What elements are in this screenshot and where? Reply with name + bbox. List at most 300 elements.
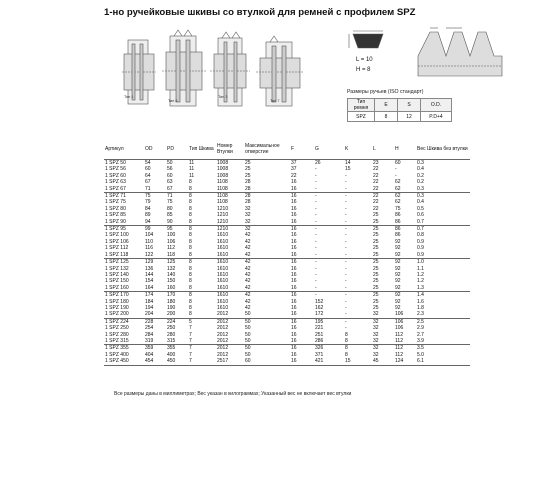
table-cell: - — [314, 186, 344, 193]
table-cell: 16 — [291, 232, 297, 239]
table-cell: 16 — [291, 351, 297, 358]
table-cell: 194 — [145, 304, 154, 311]
table-cell: 400 — [167, 351, 176, 358]
table-cell: 144 — [145, 271, 154, 278]
table-cell: 25 — [245, 160, 251, 166]
table-cell: 7 — [189, 325, 192, 332]
table-cell: 16 — [291, 304, 297, 311]
groove-header-e: E — [375, 99, 398, 112]
table-cell: - — [315, 226, 317, 233]
table-cell: 63 — [167, 179, 173, 186]
table-cell: 92 — [395, 245, 401, 252]
table-cell: 11 — [189, 166, 195, 173]
table-cell: - — [345, 318, 347, 325]
table-cell: 110 — [145, 238, 153, 245]
table-cell: 16 — [291, 245, 297, 252]
table-cell: 1210 — [217, 226, 229, 233]
table-cell: 1610 — [216, 252, 244, 259]
table-cell: 11 — [189, 160, 195, 166]
table-cell: - — [314, 285, 344, 292]
table-cell: 16 — [291, 278, 297, 285]
table-cell: 28 — [245, 193, 251, 200]
column-header: G — [314, 140, 344, 160]
table-cell: 2517 — [216, 358, 244, 365]
table-cell: - — [345, 278, 347, 285]
table-cell: 1.3 — [416, 285, 470, 292]
table-cell: 1 SPZ 118 — [104, 252, 144, 259]
table-cell: 92 — [395, 292, 401, 299]
table-row — [104, 311, 470, 318]
table-cell: - — [315, 278, 317, 285]
table-cell: 42 — [244, 285, 290, 292]
table-cell: 1210 — [217, 212, 229, 219]
table-cell: 67 — [145, 179, 151, 186]
type7-drawing — [256, 36, 304, 106]
table-cell: 92 — [395, 304, 401, 311]
table-cell: 16 — [291, 345, 297, 352]
table-cell: 75 — [167, 199, 173, 206]
table-cell: 106 — [167, 238, 176, 245]
table-cell: 1 SPZ 106 — [105, 238, 129, 245]
table-cell: 14 — [345, 160, 351, 166]
table-cell: 8 — [345, 351, 348, 358]
table-cell: 32 — [373, 331, 379, 338]
table-cell: - — [344, 311, 372, 318]
groove-header-type: Тип ремня — [348, 99, 375, 112]
table-cell: 8 — [189, 298, 192, 305]
groove-cell: 8 — [375, 112, 398, 122]
table-cell: 8 — [189, 271, 192, 278]
table-cell: 8 — [189, 304, 192, 311]
table-cell: - — [345, 265, 347, 272]
groove-caption: Размеры ручьев (ISO стандарт) — [347, 89, 424, 95]
table-cell: 2012 — [217, 318, 229, 325]
table-row — [104, 285, 470, 292]
table-cell: 71 — [144, 186, 166, 193]
column-header: H — [394, 140, 416, 160]
table-cell: 7 — [189, 345, 192, 352]
table-cell: 16 — [291, 199, 297, 206]
table-cell: 16 — [290, 358, 314, 365]
table-cell: 50 — [245, 351, 251, 358]
groove-cell: 12 — [398, 112, 421, 122]
table-cell: 319 — [144, 338, 166, 345]
table-cell: 2012 — [217, 331, 229, 338]
table-cell: 1 SPZ 60 — [105, 172, 126, 179]
table-cell: 50 — [245, 325, 251, 332]
table-cell: 28 — [245, 199, 251, 206]
table-cell: 25 — [373, 278, 379, 285]
table-cell: 86 — [395, 212, 401, 219]
table-cell: 164 — [144, 285, 166, 292]
table-cell: 224 — [167, 318, 176, 325]
column-header: F — [290, 140, 314, 160]
table-cell: 1.1 — [417, 265, 424, 272]
table-cell: 22 — [373, 179, 379, 186]
table-cell: 26 — [315, 160, 321, 166]
table-cell: 16 — [291, 205, 297, 212]
table-cell: - — [315, 199, 317, 206]
table-cell: 8 — [189, 232, 192, 239]
table-cell: 250 — [167, 325, 176, 332]
column-header: Номер Втулки — [216, 140, 244, 160]
table-cell: 16 — [290, 252, 314, 259]
table-cell: 71 — [167, 193, 173, 200]
table-cell: 22 — [373, 193, 379, 200]
table-cell: 162 — [315, 304, 324, 311]
table-cell: 1.0 — [417, 259, 424, 266]
table-cell: 160 — [166, 285, 188, 292]
table-cell: 75 — [145, 193, 151, 200]
table-cell: 92 — [394, 252, 416, 259]
table-cell: 28 — [244, 186, 290, 193]
table-cell: 2012 — [217, 351, 229, 358]
groove-header-od: O.D. — [421, 99, 452, 112]
table-cell: 1610 — [217, 259, 229, 266]
table-cell: - — [345, 325, 347, 332]
profile-l-label: L = 10 — [356, 57, 373, 63]
table-cell: - — [345, 271, 347, 278]
table-row — [104, 358, 470, 365]
table-cell: 50 — [245, 345, 251, 352]
table-cell: 89 — [145, 212, 151, 219]
table-cell: 32 — [372, 311, 394, 318]
table-cell: 1 SPZ 180 — [105, 298, 129, 305]
table-cell: 286 — [314, 338, 344, 345]
table-cell: - — [345, 199, 347, 206]
table-cell: - — [395, 166, 397, 173]
table-cell: - — [315, 212, 317, 219]
table-body — [104, 160, 470, 366]
table-cell: 1 SPZ 100 — [105, 232, 129, 239]
groove-cell: SPZ — [348, 112, 375, 122]
table-cell: - — [315, 172, 317, 179]
table-cell: 195 — [315, 318, 324, 325]
table-cell: - — [345, 292, 347, 299]
table-cell: 16 — [291, 259, 297, 266]
table-cell: 1 SPZ 170 — [105, 292, 129, 299]
table-cell: 0.9 — [417, 238, 424, 245]
table-cell: 106 — [395, 325, 404, 332]
table-cell: 92 — [395, 265, 401, 272]
table-cell: 1 SPZ 85 — [105, 212, 126, 219]
table-cell: 8 — [345, 345, 348, 352]
table-cell: 284 — [145, 331, 154, 338]
table-cell: 1 SPZ 63 — [105, 179, 126, 186]
table-cell: 25 — [373, 259, 379, 266]
table-cell: 42 — [245, 304, 251, 311]
table-cell: - — [395, 172, 397, 179]
column-header: K — [344, 140, 372, 160]
table-cell: 16 — [290, 219, 314, 226]
groove-table — [347, 98, 452, 122]
table-cell: 86 — [395, 232, 401, 239]
table-header-row — [104, 140, 470, 160]
table-row — [104, 193, 470, 200]
table-cell: 16 — [291, 226, 297, 233]
table-row — [104, 292, 470, 299]
table-cell: 1 SPZ 200 — [104, 311, 144, 318]
table-cell: 3.9 — [416, 338, 470, 345]
groove-header-s: S — [398, 99, 421, 112]
table-cell: 37 — [291, 160, 297, 166]
caption-type1: Тип 1 — [124, 95, 134, 99]
type3-drawing — [210, 32, 250, 106]
table-cell: - — [315, 193, 317, 200]
table-cell: 1610 — [217, 278, 229, 285]
table-cell: 0.4 — [417, 199, 424, 206]
table-cell: 15 — [344, 358, 372, 365]
table-cell: 2.5 — [417, 318, 424, 325]
table-cell: 0.5 — [417, 205, 424, 212]
table-cell: 7 — [189, 331, 192, 338]
table-cell: 92 — [394, 285, 416, 292]
table-cell: 100 — [167, 232, 176, 239]
table-cell: 1 SPZ 125 — [105, 259, 129, 266]
table-cell: - — [345, 232, 347, 239]
table-cell: 23 — [373, 160, 379, 166]
table-cell: 32 — [372, 338, 394, 345]
table-cell: 25 — [373, 304, 379, 311]
table-cell: - — [345, 212, 347, 219]
table-cell: - — [314, 219, 344, 226]
table-cell: - — [345, 205, 347, 212]
table-cell: - — [315, 259, 317, 266]
table-cell: 95 — [167, 226, 173, 233]
table-cell: 92 — [395, 238, 401, 245]
table-cell: 1610 — [216, 285, 244, 292]
table-cell: 0.3 — [416, 186, 470, 193]
table-cell: 16 — [291, 271, 297, 278]
column-header: Максимальное отверстие — [244, 140, 290, 160]
profile-h-label: H = 8 — [356, 67, 371, 73]
table-cell: 25 — [373, 298, 379, 305]
table-cell: 16 — [291, 238, 297, 245]
table-row — [104, 345, 470, 352]
table-cell: 16 — [291, 179, 297, 186]
table-cell: 150 — [167, 278, 176, 285]
table-cell: 11 — [189, 172, 195, 179]
table-cell: 0.9 — [417, 245, 424, 252]
table-cell: 1 SPZ 315 — [104, 338, 144, 345]
table-cell: 7 — [188, 358, 216, 365]
table-cell: 1610 — [217, 232, 229, 239]
table-cell: - — [315, 292, 317, 299]
table-cell: 16 — [291, 212, 297, 219]
table-row — [104, 160, 470, 167]
table-cell: 184 — [145, 298, 154, 305]
table-cell: 25 — [373, 245, 379, 252]
table-cell: 1 SPZ 90 — [104, 219, 144, 226]
table-cell: 1008 — [217, 166, 229, 173]
table-cell: 0.2 — [417, 172, 424, 179]
table-cell: 16 — [290, 186, 314, 193]
table-cell: 60 — [244, 358, 290, 365]
table-cell: 8 — [189, 259, 192, 266]
table-cell: 42 — [245, 259, 251, 266]
table-cell: 221 — [315, 325, 324, 332]
table-cell: 355 — [167, 345, 176, 352]
table-cell: 0.7 — [417, 226, 424, 233]
table-cell: 7 — [188, 338, 216, 345]
table-cell: 1610 — [217, 238, 229, 245]
table-cell: 118 — [166, 252, 188, 259]
table-cell: 16 — [290, 338, 314, 345]
table-cell: - — [344, 186, 372, 193]
table-cell: 8 — [189, 212, 192, 219]
table-cell: 25 — [373, 212, 379, 219]
table-cell: - — [345, 172, 347, 179]
table-cell: 200 — [166, 311, 188, 318]
table-cell: 8 — [189, 226, 192, 233]
type6-drawing — [162, 30, 206, 106]
table-cell: 60 — [145, 166, 151, 173]
table-cell: 1.2 — [417, 271, 424, 278]
table-cell: 1 SPZ 280 — [105, 331, 129, 338]
table-cell: 2.3 — [416, 311, 470, 318]
table-cell: 8 — [189, 238, 192, 245]
table-cell: 1 SPZ 450 — [104, 358, 144, 365]
table-cell: 1.2 — [417, 278, 424, 285]
table-cell: 60 — [395, 160, 401, 166]
table-cell: 42 — [244, 252, 290, 259]
table-cell: - — [345, 304, 347, 311]
table-cell: 22 — [372, 186, 394, 193]
table-row — [104, 219, 470, 226]
table-row — [104, 252, 470, 259]
table-cell: 1210 — [216, 219, 244, 226]
table-cell: 62 — [395, 193, 401, 200]
table-cell: 1 SPZ 150 — [105, 278, 129, 285]
table-row — [104, 259, 470, 266]
table-cell: 32 — [244, 219, 290, 226]
table-cell: 180 — [167, 298, 176, 305]
table-cell: 50 — [244, 338, 290, 345]
table-cell: 28 — [245, 179, 251, 186]
table-cell: 1.4 — [417, 292, 424, 299]
table-cell: 0.2 — [417, 179, 424, 186]
table-cell: 60 — [167, 172, 173, 179]
table-cell: 64 — [145, 172, 151, 179]
table-cell: 1108 — [217, 179, 228, 186]
table-cell: - — [315, 205, 317, 212]
table-cell: 122 — [144, 252, 166, 259]
table-cell: 8 — [189, 278, 192, 285]
table-cell: 22 — [373, 205, 379, 212]
table-cell: - — [345, 298, 347, 305]
table-cell: 116 — [145, 245, 153, 252]
table-cell: 1 SPZ 80 — [105, 205, 126, 212]
caption-type6: Тип 6 — [168, 99, 178, 103]
table-cell: - — [345, 226, 347, 233]
table-cell: 85 — [167, 212, 173, 219]
caption-type3: Тип 3 — [218, 95, 228, 99]
table-row — [104, 186, 470, 193]
table-cell: 1 SPZ 95 — [105, 226, 126, 233]
table-cell: 16 — [291, 298, 297, 305]
table-cell: 0.7 — [416, 219, 470, 226]
table-cell: - — [315, 271, 317, 278]
table-cell: 326 — [315, 345, 324, 352]
table-cell: 0.3 — [417, 160, 424, 166]
table-cell: 42 — [245, 292, 251, 299]
table-cell: 190 — [167, 304, 176, 311]
table-cell: 25 — [373, 226, 379, 233]
table-cell: - — [315, 265, 317, 272]
table-cell: 32 — [373, 345, 379, 352]
table-cell: 25 — [373, 232, 379, 239]
table-cell: 25 — [373, 238, 379, 245]
table-cell: 80 — [167, 205, 173, 212]
table-cell: 32 — [373, 318, 379, 325]
table-cell: 136 — [145, 265, 154, 272]
table-cell: 42 — [245, 271, 251, 278]
table-cell: 62 — [395, 179, 401, 186]
table-cell: - — [345, 259, 347, 266]
pulley-table — [104, 140, 470, 366]
table-cell: 25 — [245, 172, 251, 179]
column-header: OD — [144, 140, 166, 160]
table-cell: 1210 — [217, 205, 229, 212]
table-cell: 16 — [291, 331, 297, 338]
table-cell: 42 — [245, 245, 251, 252]
groove-cell: P.D+4 — [421, 112, 452, 122]
table-cell: 90 — [166, 219, 188, 226]
table-cell: 25 — [373, 271, 379, 278]
table-cell: 62 — [394, 186, 416, 193]
table-cell: 54 — [145, 160, 151, 166]
table-cell: 22 — [291, 172, 297, 179]
pulley-types-diagram — [100, 26, 520, 126]
table-cell: 8 — [188, 186, 216, 193]
table-cell: 1 SPZ 56 — [105, 166, 126, 173]
table-cell: 50 — [244, 311, 290, 318]
table-cell: 1 SPZ 250 — [105, 325, 129, 332]
table-cell: 8 — [189, 205, 192, 212]
table-cell: 1 SPZ 355 — [105, 345, 129, 352]
table-cell: 1610 — [217, 271, 229, 278]
table-cell: - — [315, 245, 317, 252]
table-cell: 92 — [395, 278, 401, 285]
table-cell: 86 — [395, 226, 401, 233]
table-cell: 0.9 — [416, 252, 470, 259]
table-cell: 16 — [291, 292, 297, 299]
table-row — [104, 226, 470, 233]
belt-profile-drawing — [349, 31, 383, 48]
table-cell: 152 — [315, 298, 324, 305]
table-cell: 25 — [245, 166, 251, 173]
table-cell: 8 — [189, 179, 192, 186]
table-cell: 112 — [395, 351, 403, 358]
table-cell: - — [314, 252, 344, 259]
table-cell: 254 — [145, 325, 154, 332]
table-cell: 112 — [395, 345, 403, 352]
table-cell: 1 SPZ 50 — [105, 160, 126, 166]
table-cell: 86 — [394, 219, 416, 226]
column-header: PD — [166, 140, 188, 160]
table-cell: 42 — [245, 238, 251, 245]
table-cell: 25 — [373, 265, 379, 272]
table-cell: 1 SPZ 132 — [105, 265, 129, 272]
table-cell: 106 — [394, 311, 416, 318]
table-cell: 22 — [373, 166, 379, 173]
table-cell: 67 — [166, 186, 188, 193]
table-cell: 8 — [189, 199, 192, 206]
table-cell: 45 — [372, 358, 394, 365]
table-cell: 2.9 — [417, 325, 424, 332]
table-cell: 421 — [314, 358, 344, 365]
table-cell: 106 — [395, 318, 404, 325]
